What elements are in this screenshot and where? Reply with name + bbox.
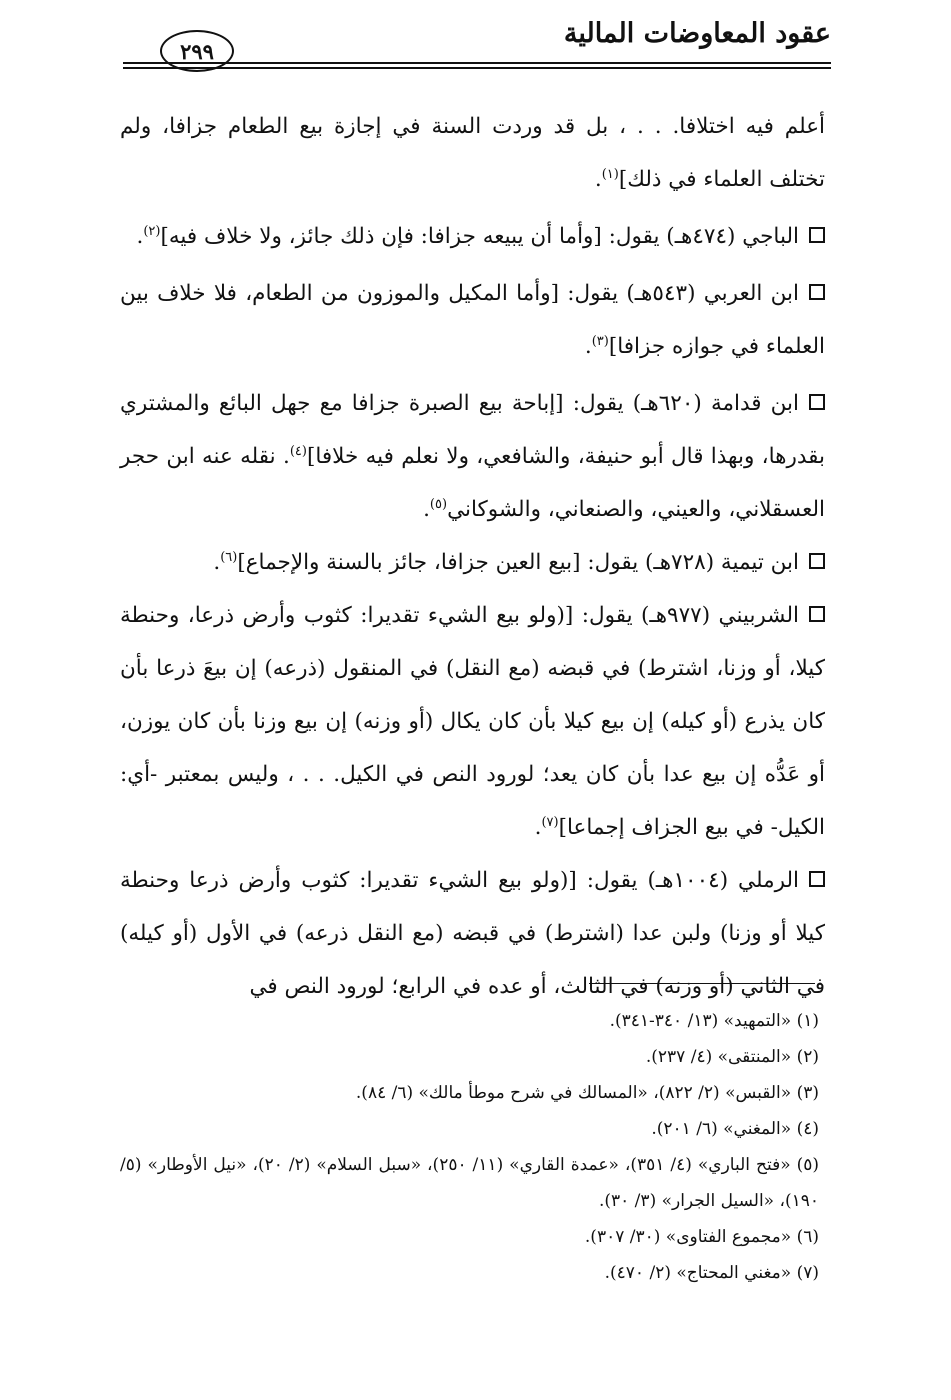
footnote-6: (٦) «مجموع الفتاوى» (٣٠/ ٣٠٧).	[584, 1227, 819, 1247]
footnote-3: (٣) «القبس» (٢/ ٨٢٢)، «المسالك في شرح موطأ مالك» (٦/ ٨٤).	[355, 1083, 819, 1103]
footnote-ref: (١)	[601, 166, 619, 182]
quote-shirbini: الشربيني (٩٧٧هـ) يقول: [(ولو بيع الشيء تقديرا: كثوب وأرض ذرعا، وحنطة كيلا، أو وزنا، اشترط) في قبضه (مع النقل) في المنقول (ذرعه) إن بيعَ ذرعا بأن كان يذرع (أو كيله) إن بيع كيلا بأن كان يكال (أو وزنه) إن بيع وزنا بأن كان يوزن، أو عَدُّه إن بيع عدا بأن كان يعد؛ لورود النص في الكيل. . . ، وليس بمعتبر -أي: الكيل- في بيع الجزاف إجماعا]$^{(٧)}$.	[120, 603, 825, 840]
header-rule-bottom	[123, 67, 831, 69]
quote-baji: الباجي (٤٧٤هـ) يقول: [وأما أن يبيعه جزافا: فإن ذلك جائز، ولا خلاف فيه]$^{(٢)}$.	[120, 210, 825, 263]
footnote-ref: (٣)	[591, 333, 609, 349]
footnote-ref: (٦)	[220, 549, 238, 565]
checkbox-bullet-icon	[809, 553, 825, 569]
checkbox-bullet-icon	[809, 227, 825, 243]
footnote-5: (٥) «فتح الباري» (٤/ ٣٥١)، «عمدة القاري» (١١/ ٢٥٠)، «سبل السلام» (٢/ ٢٠)، «نيل الأوطار» (٥/ ١٩٠)، «السيل الجرار» (٣/ ٣٠).	[120, 1155, 819, 1211]
running-header-title: عقود المعاوضات المالية	[563, 18, 831, 49]
footnote-separator	[589, 983, 815, 984]
footnote-ref: (٢)	[143, 223, 161, 239]
footnote-7: (٧) «مغني المحتاج» (٢/ ٤٧٠).	[604, 1263, 819, 1283]
checkbox-bullet-icon	[809, 606, 825, 622]
footnote-4: (٤) «المغني» (٦/ ٢٠١).	[651, 1119, 819, 1139]
quote-ibn-taymiyya: ابن تيمية (٧٢٨هـ) يقول: [بيع العين جزافا، جائز بالسنة والإجماع]$^{(٦)}$.	[120, 536, 825, 589]
checkbox-bullet-icon	[809, 394, 825, 410]
footnote-ref: (٥)	[429, 496, 448, 512]
checkbox-bullet-icon	[809, 284, 825, 300]
paragraph-continuation: أعلم فيه اختلافا. . . ، بل قد وردت السنة في إجازة بيع الطعام جزافا، ولم تختلف العلماء في ذلك]$^{(١)}$.	[120, 114, 825, 192]
quote-ramli: الرملي (١٠٠٤هـ) يقول: [(ولو بيع الشيء تقديرا: كثوب وأرض ذرعا وحنطة كيلا أو وزنا) ولبن عدا (اشترط) في قبضه (مع النقل ذرعه) في الأول (أو كيله) في الثاني (أو وزنه) في الثالث، أو عده في الرابع؛ لورود النص في	[120, 868, 825, 999]
page-number-badge: ٢٩٩	[160, 30, 234, 72]
quote-ibn-qudama: ابن قدامة (٦٢٠هـ) يقول: [إباحة بيع الصبرة جزافا مع جهل البائع والمشتري بقدرها، وبهذا قال أبو حنيفة، والشافعي، ولا نعلم فيه خلافا]$^{(٤)}$. نقله عنه ابن حجر العسقلاني، والعيني، والصنعاني، والشوكاني$^{(٥)}$.	[120, 391, 826, 522]
footnote-ref: (٤)	[289, 443, 307, 459]
main-text	[120, 100, 825, 1013]
header-rule-top	[123, 62, 831, 64]
footnote-ref: (٧)	[541, 814, 559, 830]
quote-ibn-alarabi: ابن العربي (٥٤٣هـ) يقول: [وأما المكيل والموزون من الطعام، فلا خلاف بين العلماء في جوازه جزافا]$^{(٣)}$.	[120, 281, 825, 359]
checkbox-bullet-icon	[809, 871, 825, 887]
footnote-2: (٢) «المنتقى» (٤/ ٢٣٧).	[645, 1047, 819, 1067]
footnote-1: (١) «التمهيد» (١٣/ ٣٤٠-٣٤١).	[609, 1011, 819, 1031]
footnotes	[120, 1003, 819, 1291]
